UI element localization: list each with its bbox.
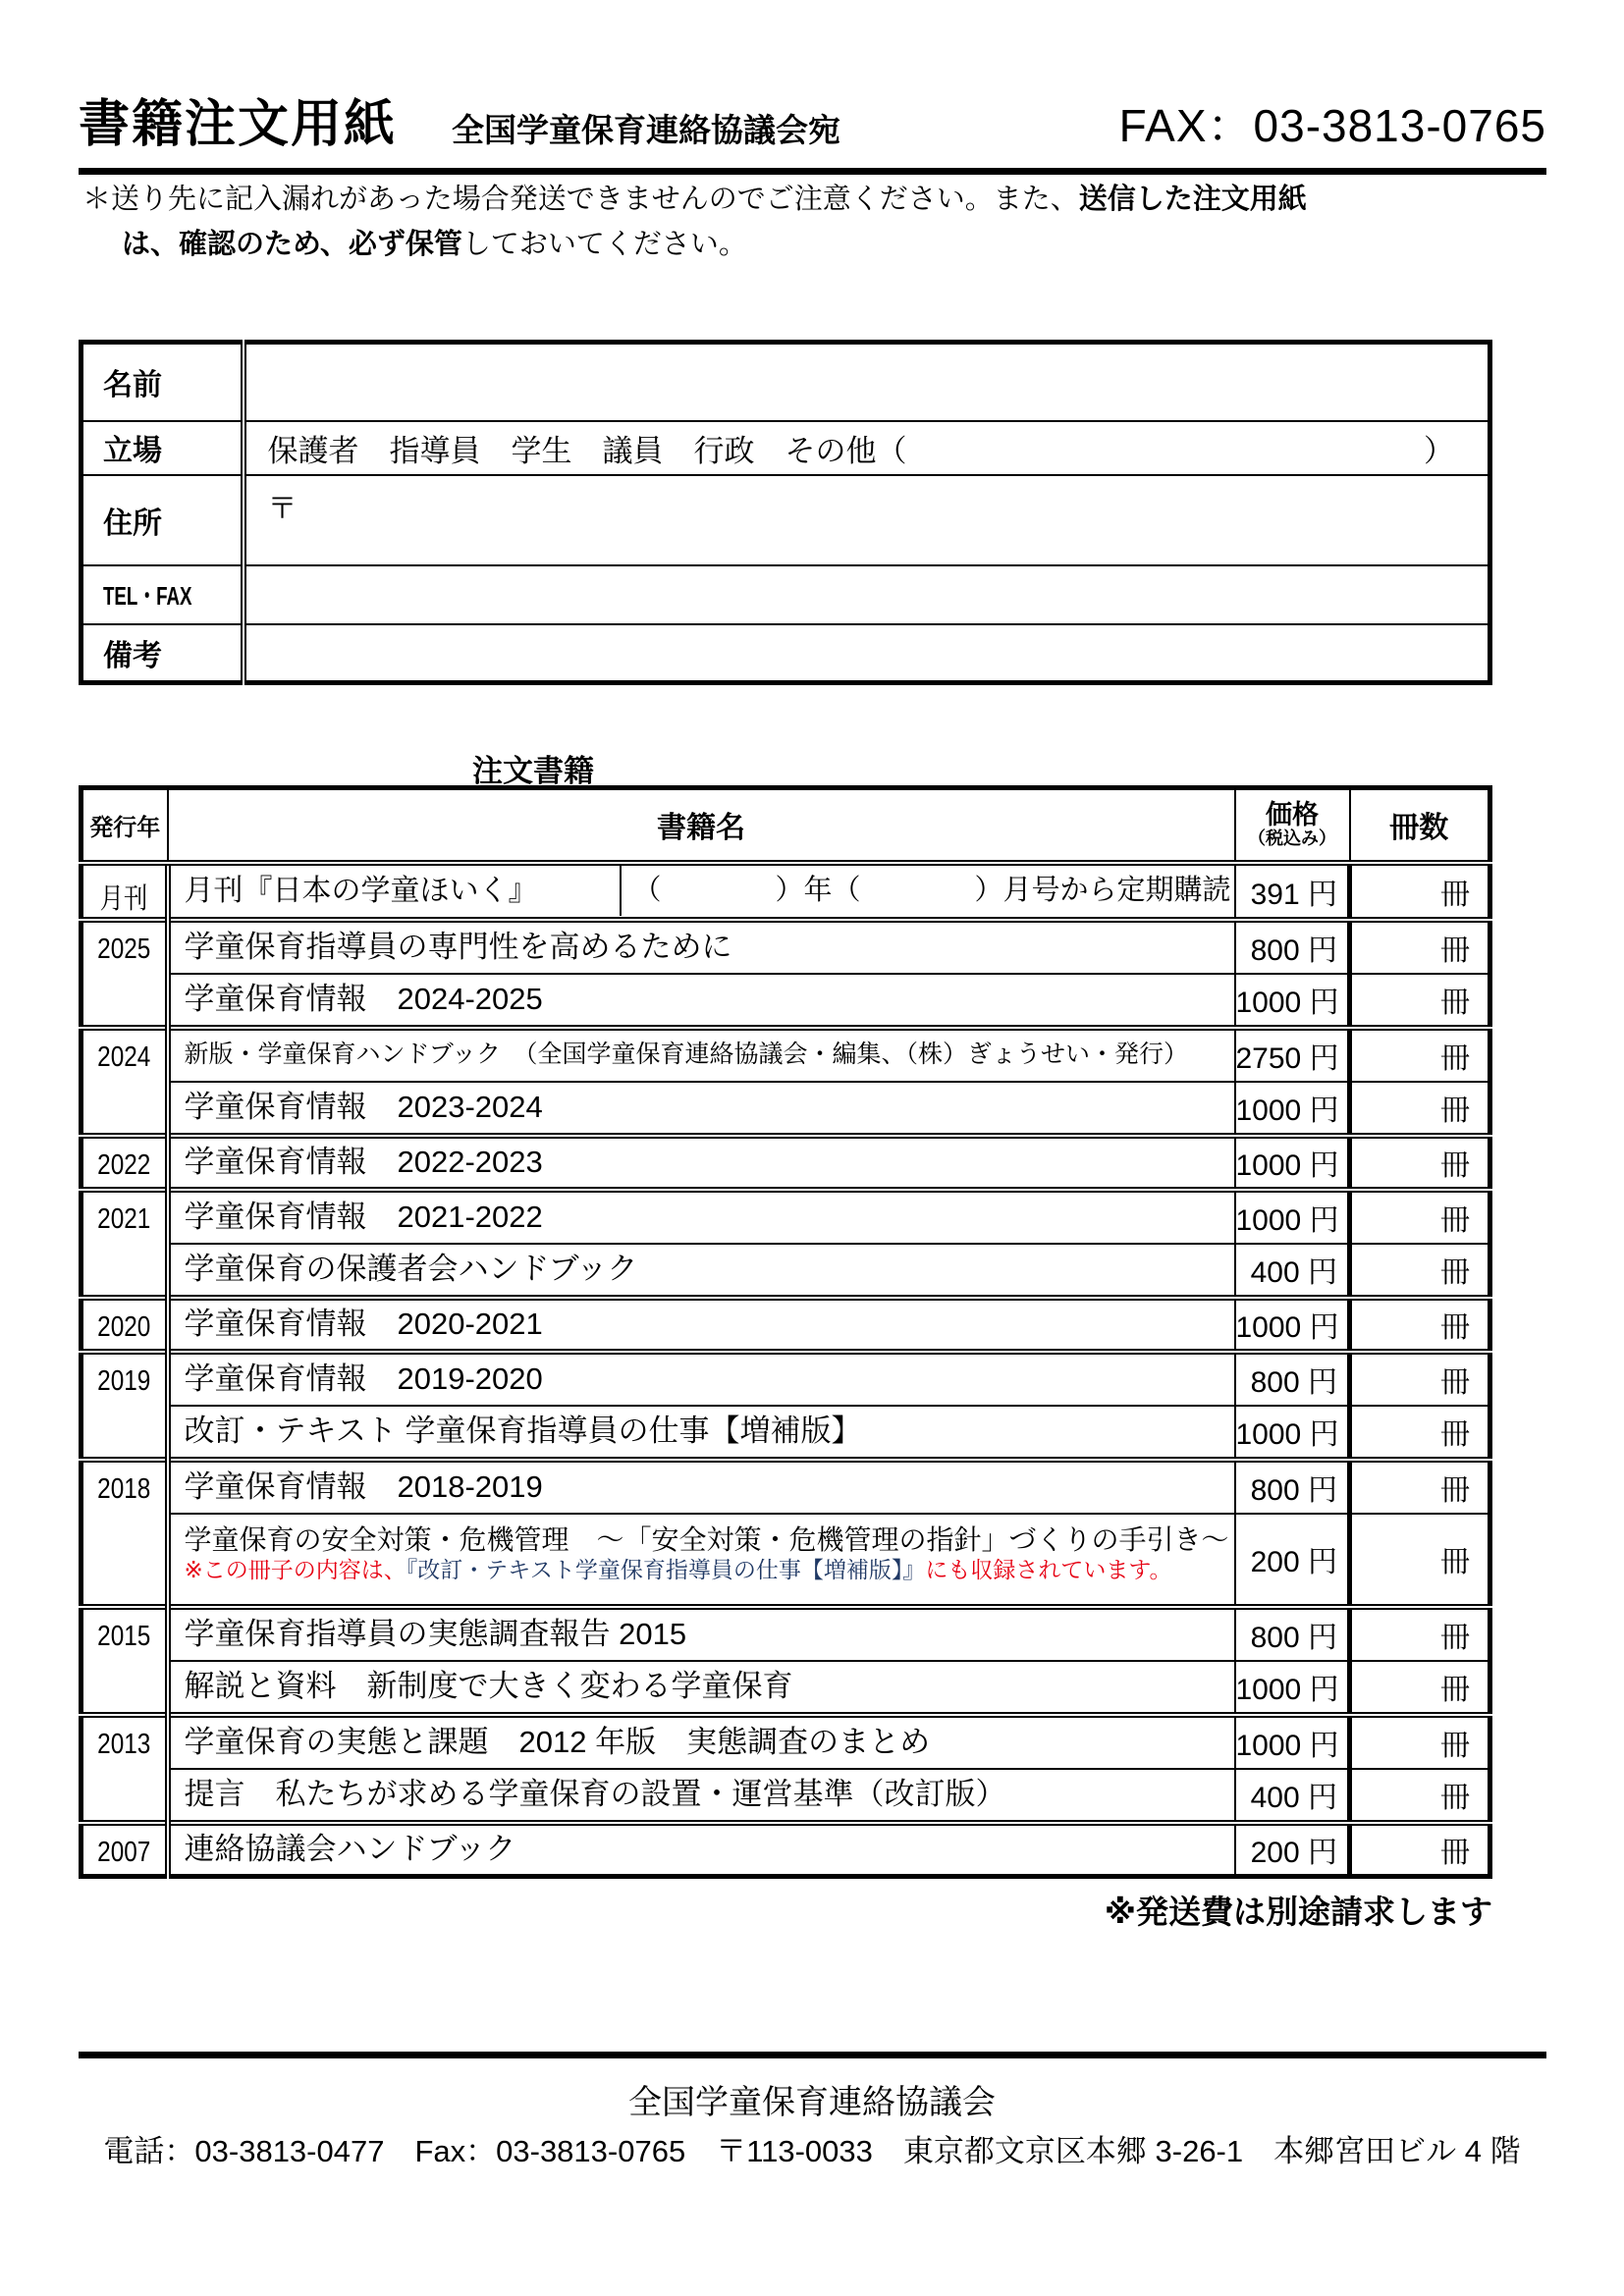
order-table-row bbox=[81, 1298, 1490, 1352]
notice-line-2 bbox=[82, 222, 1547, 267]
book-title-cell bbox=[168, 1769, 1235, 1823]
book-title: 新版・学童保育ハンドブック （全国学童保育連絡協議会・編集、（株）ぎょうせい・発行） bbox=[184, 1041, 1189, 1069]
name-input-cell[interactable] bbox=[244, 343, 1490, 421]
telfax-input-cell[interactable] bbox=[244, 565, 1490, 624]
publication-year-cell bbox=[81, 1136, 168, 1190]
order-table-row bbox=[81, 920, 1490, 974]
publication-year: 2015 bbox=[97, 1620, 151, 1652]
publication-year-cell bbox=[81, 1715, 168, 1823]
book-note-part: ※この冊子の内容は、 bbox=[184, 1556, 406, 1582]
publication-year-cell bbox=[81, 1823, 168, 1877]
book-title-cell bbox=[168, 1190, 1235, 1244]
position-label: 立場 bbox=[81, 421, 244, 475]
shipping-fee-note: ※発送費は別途請求します bbox=[1104, 1894, 1492, 1930]
copies-input-cell[interactable]: 冊 bbox=[1350, 1460, 1490, 1514]
book-title: 学童保育指導員の専門性を高めるために bbox=[184, 929, 732, 964]
order-table-title: 注文書籍 bbox=[472, 754, 594, 788]
book-title-cell bbox=[168, 920, 1235, 974]
order-table-row bbox=[81, 1460, 1490, 1514]
notice-text: ＊送り先に記入漏れがあった場合発送できませんのでご注意ください。また、 bbox=[82, 184, 1079, 215]
book-note-part: 『改訂・テキスト学童保育指導員の仕事【増補版】』 bbox=[406, 1556, 926, 1582]
price-cell: 1000 円 bbox=[1235, 1715, 1350, 1769]
address-input-cell[interactable] bbox=[244, 475, 1490, 565]
order-table-row bbox=[81, 1136, 1490, 1190]
book-title-cell bbox=[168, 1136, 1235, 1190]
publication-year: 2007 bbox=[97, 1836, 151, 1868]
order-table-row bbox=[81, 1769, 1490, 1823]
monthly-magazine-title: 月刊『日本の学童ほいく』 bbox=[184, 875, 538, 907]
price-cell: 800 円 bbox=[1235, 1460, 1350, 1514]
publication-year: 月刊 bbox=[99, 882, 148, 915]
price-cell: 200 円 bbox=[1235, 1823, 1350, 1877]
book-title: 学童保育情報 2024-2025 bbox=[184, 981, 543, 1016]
book-title-cell bbox=[168, 1514, 1235, 1607]
price-cell: 400 円 bbox=[1235, 1769, 1350, 1823]
publication-year-cell bbox=[81, 1190, 168, 1298]
book-title: 学童保育情報 2020-2021 bbox=[184, 1306, 543, 1341]
copies-input-cell[interactable]: 冊 bbox=[1350, 1190, 1490, 1244]
order-table-row bbox=[81, 1082, 1490, 1136]
publication-year-cell bbox=[81, 863, 168, 920]
monthly-split-cell bbox=[171, 866, 1234, 916]
book-title-cell bbox=[168, 1607, 1235, 1661]
order-table-row bbox=[81, 1661, 1490, 1715]
copies-input-cell[interactable]: 冊 bbox=[1350, 1823, 1490, 1877]
price-column-header bbox=[1235, 788, 1350, 863]
publication-year-cell bbox=[81, 920, 168, 1028]
publication-year: 2022 bbox=[97, 1148, 151, 1181]
telfax-label-cell bbox=[81, 565, 244, 624]
book-title: 学童保育情報 2019-2020 bbox=[184, 1361, 543, 1396]
book-title-cell bbox=[168, 1460, 1235, 1514]
price-cell: 391 円 bbox=[1235, 863, 1350, 920]
footer-contact-info: 電話：03-3813-0477 Fax：03-3813-0765 〒113-0033 東京都文京区本郷 3-26-1 本郷宮田ビル 4 階 bbox=[103, 2134, 1521, 2168]
publication-year-cell bbox=[81, 1352, 168, 1460]
notice-text: しておいてください。 bbox=[461, 229, 747, 261]
telfax-label: TEL・FAX bbox=[103, 581, 192, 611]
order-table-row bbox=[81, 1823, 1490, 1877]
price-header-main: 価格 bbox=[1266, 799, 1319, 829]
book-note bbox=[185, 1557, 1234, 1584]
fax-number: FAX：03-3813-0765 bbox=[1118, 100, 1546, 151]
copies-input-cell[interactable]: 冊 bbox=[1350, 863, 1490, 920]
book-title: 学童保育情報 2022-2023 bbox=[184, 1144, 543, 1179]
book-title: 学童保育指導員の実態調査報告 2015 bbox=[184, 1616, 687, 1651]
copies-input-cell[interactable]: 冊 bbox=[1350, 1244, 1490, 1298]
copies-input-cell[interactable]: 冊 bbox=[1350, 1028, 1490, 1082]
copies-input-cell[interactable]: 冊 bbox=[1350, 1406, 1490, 1460]
copies-column-header: 冊数 bbox=[1350, 788, 1490, 863]
price-cell: 400 円 bbox=[1235, 1244, 1350, 1298]
price-cell: 1000 円 bbox=[1235, 1661, 1350, 1715]
copies-input-cell[interactable]: 冊 bbox=[1350, 1715, 1490, 1769]
notice-line-1 bbox=[82, 177, 1547, 222]
book-title-cell bbox=[168, 1352, 1235, 1406]
notice-text-bold: 送信した注文用紙 bbox=[1078, 184, 1307, 215]
order-table-header-row bbox=[81, 788, 1490, 863]
book-column-header: 書籍名 bbox=[168, 788, 1235, 863]
price-cell: 1000 円 bbox=[1235, 1406, 1350, 1460]
order-table-row bbox=[81, 1244, 1490, 1298]
copies-input-cell[interactable]: 冊 bbox=[1350, 1352, 1490, 1406]
publication-year: 2019 bbox=[97, 1364, 151, 1397]
publication-year: 2024 bbox=[97, 1041, 151, 1073]
publication-year-cell bbox=[81, 1607, 168, 1715]
publication-year-cell bbox=[81, 1028, 168, 1136]
copies-input-cell[interactable]: 冊 bbox=[1350, 1136, 1490, 1190]
book-title-cell bbox=[168, 863, 1235, 920]
price-cell: 800 円 bbox=[1235, 920, 1350, 974]
book-title: 学童保育の保護者会ハンドブック bbox=[184, 1251, 638, 1286]
book-title: 提言 私たちが求める学童保育の設置・運営基準（改訂版） bbox=[184, 1776, 1006, 1811]
address-label: 住所 bbox=[81, 475, 244, 565]
price-cell: 800 円 bbox=[1235, 1352, 1350, 1406]
book-title: 学童保育の安全対策・危機管理 ～「安全対策・危機管理の指針」づくりの手引き～ bbox=[184, 1523, 1229, 1555]
year-column-header: 発行年 bbox=[81, 788, 168, 863]
position-options[interactable]: 保護者 指導員 学生 議員 行政 その他（ bbox=[267, 433, 907, 468]
copies-input-cell[interactable]: 冊 bbox=[1350, 1607, 1490, 1661]
order-table-row bbox=[81, 1352, 1490, 1406]
remarks-input-cell[interactable] bbox=[244, 624, 1490, 683]
book-title: 改訂・テキスト 学童保育指導員の仕事【増補版】 bbox=[184, 1413, 862, 1448]
book-title-cell bbox=[168, 1298, 1235, 1352]
position-options-cell[interactable] bbox=[244, 421, 1490, 475]
book-title-cell bbox=[168, 1715, 1235, 1769]
book-title: 解説と資料 新制度で大きく変わる学童保育 bbox=[184, 1668, 793, 1703]
publication-year: 2013 bbox=[97, 1728, 151, 1760]
book-title-cell bbox=[168, 1823, 1235, 1877]
price-header-sub: （税込み） bbox=[1248, 828, 1336, 849]
price-cell: 1000 円 bbox=[1235, 1082, 1350, 1136]
copies-input-cell[interactable]: 冊 bbox=[1350, 1514, 1490, 1607]
publication-year: 2025 bbox=[97, 933, 151, 965]
price-cell: 1000 円 bbox=[1235, 974, 1350, 1028]
book-title: 連絡協議会ハンドブック bbox=[184, 1831, 516, 1866]
publication-year: 2018 bbox=[97, 1472, 151, 1505]
price-cell: 2750 円 bbox=[1235, 1028, 1350, 1082]
book-title: 学童保育の実態と課題 2012 年版 実態調査のまとめ bbox=[184, 1724, 931, 1759]
book-title-cell bbox=[168, 974, 1235, 1028]
footer-divider bbox=[79, 2052, 1546, 2058]
postal-mark: 〒 bbox=[267, 492, 298, 525]
book-title-cell bbox=[168, 1028, 1235, 1082]
book-title-cell bbox=[168, 1244, 1235, 1298]
publication-year: 2021 bbox=[97, 1202, 151, 1235]
price-cell: 1000 円 bbox=[1235, 1298, 1350, 1352]
book-title: 学童保育情報 2023-2024 bbox=[184, 1089, 543, 1124]
publication-year-cell bbox=[81, 1460, 168, 1607]
book-title-cell bbox=[168, 1406, 1235, 1460]
position-close-paren: ） bbox=[1424, 433, 1454, 468]
addressee: 全国学童保育連絡協議会宛 bbox=[452, 112, 841, 148]
price-cell: 200 円 bbox=[1235, 1514, 1350, 1607]
book-order-table bbox=[79, 785, 1492, 1879]
remarks-label: 備考 bbox=[81, 624, 244, 683]
order-table-row bbox=[81, 863, 1490, 920]
copies-input-cell[interactable]: 冊 bbox=[1350, 1769, 1490, 1823]
customer-info-table bbox=[79, 340, 1492, 685]
price-cell: 1000 円 bbox=[1235, 1136, 1350, 1190]
copies-input-cell[interactable]: 冊 bbox=[1350, 920, 1490, 974]
order-table-row bbox=[81, 1514, 1490, 1607]
order-table-row bbox=[81, 1715, 1490, 1769]
form-header bbox=[79, 82, 1546, 175]
order-table-row bbox=[81, 1607, 1490, 1661]
book-title: 学童保育情報 2021-2022 bbox=[184, 1199, 543, 1234]
notice-text-bold: は、確認のため、必ず保管 bbox=[122, 229, 462, 261]
book-note-part: にも収録されています。 bbox=[925, 1556, 1172, 1582]
publication-year: 2020 bbox=[97, 1310, 151, 1343]
publication-year-cell bbox=[81, 1298, 168, 1352]
caution-notice bbox=[82, 177, 1547, 268]
book-title-cell bbox=[168, 1082, 1235, 1136]
price-cell: 800 円 bbox=[1235, 1607, 1350, 1661]
copies-input-cell[interactable]: 冊 bbox=[1350, 974, 1490, 1028]
name-label: 名前 bbox=[81, 343, 244, 421]
position-options-row bbox=[268, 426, 1489, 470]
page-title: 書籍注文用紙 bbox=[79, 96, 398, 153]
order-table-row bbox=[81, 1028, 1490, 1082]
price-cell: 1000 円 bbox=[1235, 1190, 1350, 1244]
copies-input-cell[interactable]: 冊 bbox=[1350, 1298, 1490, 1352]
footer-organization: 全国学童保育連絡協議会 bbox=[628, 2084, 996, 2121]
subscription-start-blanks[interactable]: （ ）年（ ）月号から定期購読 bbox=[620, 866, 1234, 916]
order-table-row bbox=[81, 974, 1490, 1028]
book-title: 学童保育情報 2018-2019 bbox=[184, 1468, 543, 1504]
copies-input-cell[interactable]: 冊 bbox=[1350, 1661, 1490, 1715]
order-table-row bbox=[81, 1406, 1490, 1460]
order-table-row bbox=[81, 1190, 1490, 1244]
book-title-cell bbox=[168, 1661, 1235, 1715]
copies-input-cell[interactable]: 冊 bbox=[1350, 1082, 1490, 1136]
